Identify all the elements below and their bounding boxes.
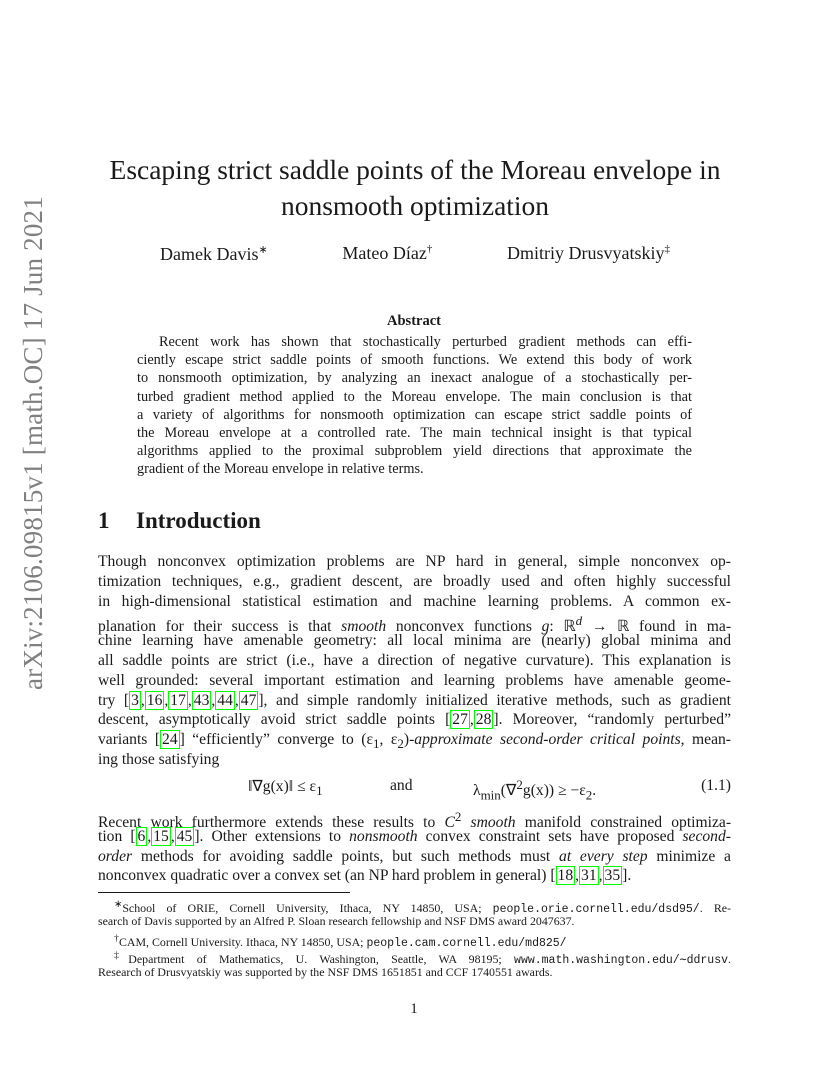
footnote-url[interactable]: people.orie.cornell.edu/dsd95/ [492, 902, 700, 916]
citation-link[interactable]: 24 [162, 731, 178, 749]
citation-link[interactable]: 3 [131, 691, 139, 709]
citation-link[interactable]: 44 [217, 691, 233, 709]
arxiv-identifier: arXiv:2106.09815v1 [math.OC] 17 Jun 2021 [18, 196, 48, 690]
page-number: 1 [410, 1001, 418, 1017]
author: Mateo Díaz† [342, 243, 433, 263]
author-list [160, 243, 670, 265]
abstract-text: Recent work has shown that stochastically perturbed gradient methods can effi- ciently escape strict saddle points of smooth functions. We extend this body of work to nonsmooth optimization, by analyzing an inexact analogue of a stochastically per- turbed gradient method applied to the Moreau envelope. The main conclusion is that a variety of algorithms for nonsmooth optimization can escape strict saddle points of the Moreau envelope at a controlled rate. The main technical insight is that typical algorithms applied to the proximal subproblem yield directions that approximate the gradient of the Moreau envelope in relative terms. [137, 334, 692, 478]
citation-link[interactable]: 47 [240, 691, 257, 709]
equation-and: and [390, 777, 413, 794]
citation-link[interactable]: 17 [170, 691, 186, 709]
citation-link[interactable]: 31 [581, 867, 597, 885]
intro-paragraph-1: Though nonconvex optimization problems are NP hard in general, simple nonconvex op- timization techniques, e.g., gradient descent, are broadly used and often highly successful in high-dimensional statistical estimation and machine learning problems. A common ex- planation for their success is that smooth nonconvex functions g: ℝ$^d$ → ℝ found in ma- chine learning have amenable geometry: all local minima are (nearly) global minima and all saddle points are strict (i.e., have a direction of negative curvature). This explanation is well grounded: several important estimation and learning problems have amenable geome- try [ 3 , 16 , 17 , 43 , 44 , 47 ], and simple randomly initialized iterative methods, such as gradient descent, asymptotically avoid strict saddle points [ 27 , 28 ]. Moreover, “randomly perturbed” variants [ 24 ] “efficiently” converge to ($\varepsilon_1$, $\varepsilon_2$)-approximate second-order critical points, mean- ing those satisfying [98, 553, 732, 768]
citation-link[interactable]: 45 [176, 827, 193, 845]
citation-link[interactable]: 43 [193, 691, 210, 709]
citation-link[interactable]: 6 [137, 827, 146, 845]
section-heading [98, 508, 261, 534]
footnote-2: †CAM, Cornell University. Ithaca, NY 14850, USA; people.cam.cornell.edu/md825/ [114, 933, 567, 951]
title-line-2: nonsmooth optimization [280, 190, 550, 221]
footnote-url[interactable]: www.math.washington.edu/∼ddrusv [514, 954, 729, 968]
citation-link[interactable]: 28 [475, 711, 492, 729]
section-title: Introduction [136, 508, 261, 533]
footnotes [98, 896, 731, 981]
footnote-1-cont: search of Davis supported by an Alfred P. Sloan research fellowship and NSF DMS award 2047637. [98, 914, 575, 929]
author: Damek Davis∗ [160, 244, 268, 264]
equation-lhs: ‖∇g(x)‖ ≤ $\varepsilon_1$ [248, 778, 323, 799]
footnote-3: ‡Department of Mathematics, U. Washington, Seattle, WA 98195; www.math.washington.edu/∼ddrusv. [114, 950, 731, 968]
citation-link[interactable]: 15 [153, 827, 169, 845]
abstract-heading: Abstract [387, 313, 441, 329]
footnote-divider [98, 892, 350, 893]
footnote-3-cont: Research of Drusvyatskiy was supported by the NSF DMS 1651851 and CCF 1740551 awards. [98, 965, 553, 980]
citation-link[interactable]: 35 [604, 867, 621, 885]
citation-link[interactable]: 27 [452, 711, 468, 729]
footnote-1: ∗School of ORIE, Cornell University, Ithaca, NY 14850, USA; people.orie.cornell.edu/dsd95/. Re- [114, 899, 731, 916]
section-number: 1 [98, 508, 110, 533]
author: Dmitriy Drusvyatskiy‡ [506, 243, 670, 263]
equation-number: (1.1) [701, 777, 731, 794]
paper-title [90, 152, 740, 224]
equation-rhs: $\lambda_{min}(\nabla^2g(x)) \ge -\varepsilon_2$. [473, 777, 597, 803]
title-line-1: Escaping strict saddle points of the Moreau envelope in [109, 154, 721, 185]
citation-link[interactable]: 16 [146, 691, 163, 709]
citation-link[interactable]: 18 [557, 867, 574, 885]
intro-paragraph-2: Recent work furthermore extends these results to $C^2$ smooth manifold constrained optimiza- tion [ 6 , 15 , 45 ]. Other extensions to nonsmooth convex constraint sets have proposed second- order methods for avoiding saddle points, but such methods must at every step minimize a nonconvex quadratic over a convex set (an NP hard problem in general) [ 18 , 31 , 35 ]. [98, 809, 732, 885]
equation-1-1 [98, 777, 731, 803]
footnote-url[interactable]: people.cam.cornell.edu/md825/ [366, 937, 567, 951]
